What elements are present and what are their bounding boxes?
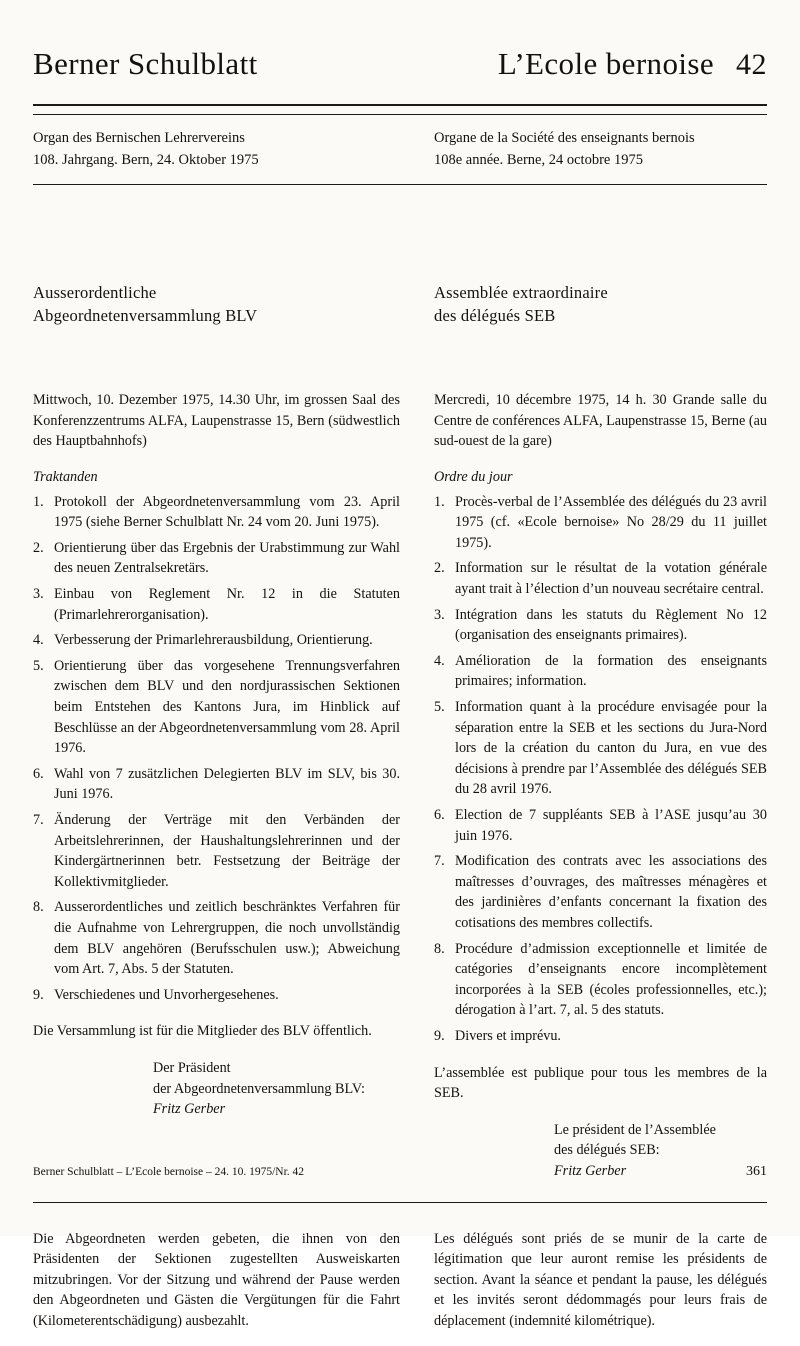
agenda-label-de: Traktanden xyxy=(33,468,98,485)
signature-de-line2: der Abgeordnetenversammlung BLV: xyxy=(153,1080,365,1097)
agenda-item-number: 2. xyxy=(434,560,445,577)
page-footer xyxy=(33,1164,767,1180)
agenda-item xyxy=(434,805,767,846)
agenda-item xyxy=(434,939,767,1021)
agenda-item-text: Ausserordentliches und zeitlich beschränktes Verfahren für die Aufnahme von Lehrergruppen, die noch unvollständig dem BLV angehören (Berufsschulen usw.); Abweichung vom Art. 7, Abs. 5 der Statuten. xyxy=(54,899,400,978)
closing-note-fr: Les délégués sont priés de se munir de la carte de légitimation que leur auront remise les présidents de section. Avant la séance et pendant la pause, les délégués et les invités seront dédommagés pour leurs frais de déplacement (indemnité kilométrique). xyxy=(434,1230,767,1330)
section-title-fr xyxy=(434,281,767,328)
agenda-item-number: 2. xyxy=(33,539,44,556)
closing-rule xyxy=(33,1202,767,1203)
meeting-info-de: Mittwoch, 10. Dezember 1975, 14.30 Uhr, im grossen Saal des Konferenzzentrums ALFA, Laupenstrasse 15, Bern (südwestlich des Hauptbahnhofs) xyxy=(33,391,400,450)
footer-caption: Berner Schulblatt – L’Ecole bernoise – 24. 10. 1975/Nr. 42 xyxy=(33,1166,305,1178)
agenda-item-text: Information quant à la procédure envisagée pour la séparation entre la SEB et les sections du Jura-Nord lors de la création du canton du Jura, en vue des décisions à prendre par l’Assemblée des délégués SEB du 28 avril 1976. xyxy=(455,699,767,798)
subheading-de xyxy=(33,127,400,171)
signature-de xyxy=(33,1058,400,1120)
agenda-item-number: 4. xyxy=(33,632,44,649)
agenda-item xyxy=(434,851,767,933)
signature-fr-name: Fritz Gerber xyxy=(554,1162,627,1179)
signature-fr-line1: Le président de l’Assemblée xyxy=(554,1121,716,1138)
agenda-item-text: Election de 7 suppléants SEB à l’ASE jusqu’au 30 juin 1976. xyxy=(455,807,767,844)
subheading-de-line1: Organ des Bernischen Lehrervereins xyxy=(33,130,245,146)
subheading-fr xyxy=(400,127,767,171)
masthead-title-fr: L’Ecole bernoise xyxy=(497,46,714,81)
signature-fr-line2: des délégués SEB: xyxy=(554,1142,660,1159)
section-title-de-line2: Abgeordnetenversammlung BLV xyxy=(33,306,258,326)
agenda-item-text: Verbesserung der Primarlehrerausbildung, Orientierung. xyxy=(54,632,373,649)
subheading-fr-line1: Organe de la Société des enseignants bernois xyxy=(434,130,695,146)
subheading-rule xyxy=(33,184,767,185)
agenda-item xyxy=(434,558,767,599)
agenda-item-number: 9. xyxy=(434,1027,445,1044)
agenda-item-text: Orientierung über das Ergebnis der Urabstimmung zur Wahl des neuen Zentralsekretärs. xyxy=(54,539,400,577)
agenda-item-number: 5. xyxy=(434,699,445,716)
agenda-item-number: 9. xyxy=(33,986,44,1003)
section-title-de xyxy=(33,281,400,328)
public-note-fr: L’assemblée est publique pour tous les membres de la SEB. xyxy=(434,1064,767,1102)
agenda-item-number: 3. xyxy=(33,586,44,603)
agenda-item xyxy=(33,584,400,625)
agenda-item xyxy=(33,538,400,579)
agenda-item xyxy=(434,492,767,554)
agenda-item-text: Procédure d’admission exceptionnelle et limitée de catégories d’enseignants encore incomplètement incorporées à la SEB (écoles professionnelles, etc.); dérogation à l’art. 7, al. 5 des statuts. xyxy=(455,940,767,1019)
agenda-item-number: 5. xyxy=(33,657,44,674)
masthead-title-de: Berner Schulblatt xyxy=(33,46,258,81)
agenda-item-number: 8. xyxy=(33,899,44,916)
closing-note-de: Die Abgeordneten werden gebeten, die ihnen von den Präsidenten der Sektionen zugestellten Ausweiskarten mitzubringen. Vor der Sitzung und während der Pause werden den Abgeordneten und Gästen die Vergütungen für die Fahrt (Kilometerentschädigung) ausbezahlt. xyxy=(33,1230,400,1330)
agenda-item-number: 1. xyxy=(33,493,44,510)
masthead-rule-thin xyxy=(33,114,767,115)
agenda-item xyxy=(434,651,767,692)
subheading-de-line2: 108. Jahrgang. Bern, 24. Oktober 1975 xyxy=(33,152,259,169)
agenda-item-text: Orientierung über das vorgesehene Trennungsverfahren zwischen dem BLV und den nordjurassischen Sektionen beim Entstehen des Kantons Jura, im Hinblick auf Beschlüsse an der Abgeordnetenversammlung vom 28. April 1976. xyxy=(54,657,400,757)
closing-fr-wrap xyxy=(400,1215,767,1346)
body-columns xyxy=(33,281,767,1181)
column-german xyxy=(33,281,400,1181)
agenda-item-number: 7. xyxy=(33,812,44,828)
agenda-label-fr: Ordre du jour xyxy=(434,468,513,485)
agenda-item-number: 6. xyxy=(434,807,445,823)
agenda-item-number: 1. xyxy=(434,493,445,510)
section-title-fr-line2: des délégués SEB xyxy=(434,306,556,326)
agenda-item-number: 8. xyxy=(434,940,445,957)
signature-de-line1: Der Präsident xyxy=(153,1059,231,1076)
agenda-item-text: Information sur le résultat de la votation générale ayant trait à l’élection d’un nouveau secrétaire central. xyxy=(455,560,767,598)
agenda-item xyxy=(434,605,767,646)
agenda-item-number: 4. xyxy=(434,652,445,669)
agenda-item xyxy=(33,810,400,892)
agenda-item xyxy=(33,764,400,805)
agenda-item xyxy=(33,985,400,1006)
agenda-item-number: 3. xyxy=(434,606,445,623)
agenda-item-number: 7. xyxy=(434,853,445,870)
issue-number: 42 xyxy=(736,48,767,81)
agenda-item xyxy=(434,697,767,800)
agenda-item-text: Modification des contrats avec les associations des maîtresses d’ouvrages, des maîtresses ménagères et des jardinières d’enfants concernant la fixation des cotisations des membres collectifs. xyxy=(455,853,767,931)
section-title-de-line1: Ausserordentliche xyxy=(33,283,157,303)
agenda-item-text: Amélioration de la formation des enseignants primaires; information. xyxy=(455,652,767,690)
subheading-band xyxy=(33,127,767,171)
agenda-item-text: Änderung der Verträge mit den Verbänden der Arbeitslehrerinnen, der Haushaltungslehrerinnen und der Kindergärtnerinnen betr. Festsetzung der Beiträge der Kollektivmitglieder. xyxy=(54,812,400,890)
agenda-item xyxy=(33,630,400,651)
closing-columns xyxy=(33,1215,767,1346)
agenda-item-number: 6. xyxy=(33,765,44,782)
meeting-info-fr: Mercredi, 10 décembre 1975, 14 h. 30 Grande salle du Centre de conférences ALFA, Laupenstrasse 15, Berne (au sud-ouest de la gare) xyxy=(434,391,767,450)
agenda-item-text: Protokoll der Abgeordnetenversammlung vom 23. April 1975 (siehe Berner Schulblatt Nr. 24 vom 20. Juni 1975). xyxy=(54,493,400,531)
page-content xyxy=(33,30,767,1346)
agenda-item-text: Verschiedenes und Unvorhergesehenes. xyxy=(54,986,279,1003)
column-french xyxy=(400,281,767,1181)
agenda-item-text: Intégration dans les statuts du Règlement No 12 (organisation des enseignants primaires). xyxy=(455,606,767,644)
section-title-fr-line1: Assemblée extraordinaire xyxy=(434,283,608,303)
signature-de-name: Fritz Gerber xyxy=(153,1101,226,1118)
agenda-item-text: Einbau von Reglement Nr. 12 in die Statuten (Primarlehrerorganisation). xyxy=(54,586,400,623)
masthead-right-group xyxy=(498,46,767,82)
agenda-item-text: Wahl von 7 zusätzlichen Delegierten BLV im SLV, bis 30. Juni 1976. xyxy=(54,765,400,803)
agenda-item xyxy=(434,1026,767,1047)
agenda-item xyxy=(33,656,400,759)
masthead-rule-thick xyxy=(33,104,767,106)
agenda-item xyxy=(33,897,400,979)
agenda-list-de xyxy=(33,492,400,1006)
public-note-de: Die Versammlung ist für die Mitglieder des BLV öffentlich. xyxy=(33,1023,372,1040)
subheading-fr-line2: 108e année. Berne, 24 octobre 1975 xyxy=(434,152,643,169)
agenda-item-text: Divers et imprévu. xyxy=(455,1027,561,1044)
agenda-item xyxy=(33,492,400,533)
masthead xyxy=(33,30,767,82)
agenda-item-text: Procès-verbal de l’Assemblée des délégués du 23 avril 1975 (cf. «Ecole bernoise» No 28/29 du 11 juillet 1975). xyxy=(455,493,767,551)
closing-de-wrap xyxy=(33,1215,400,1346)
agenda-list-fr xyxy=(434,492,767,1047)
page-number: 361 xyxy=(746,1164,767,1179)
